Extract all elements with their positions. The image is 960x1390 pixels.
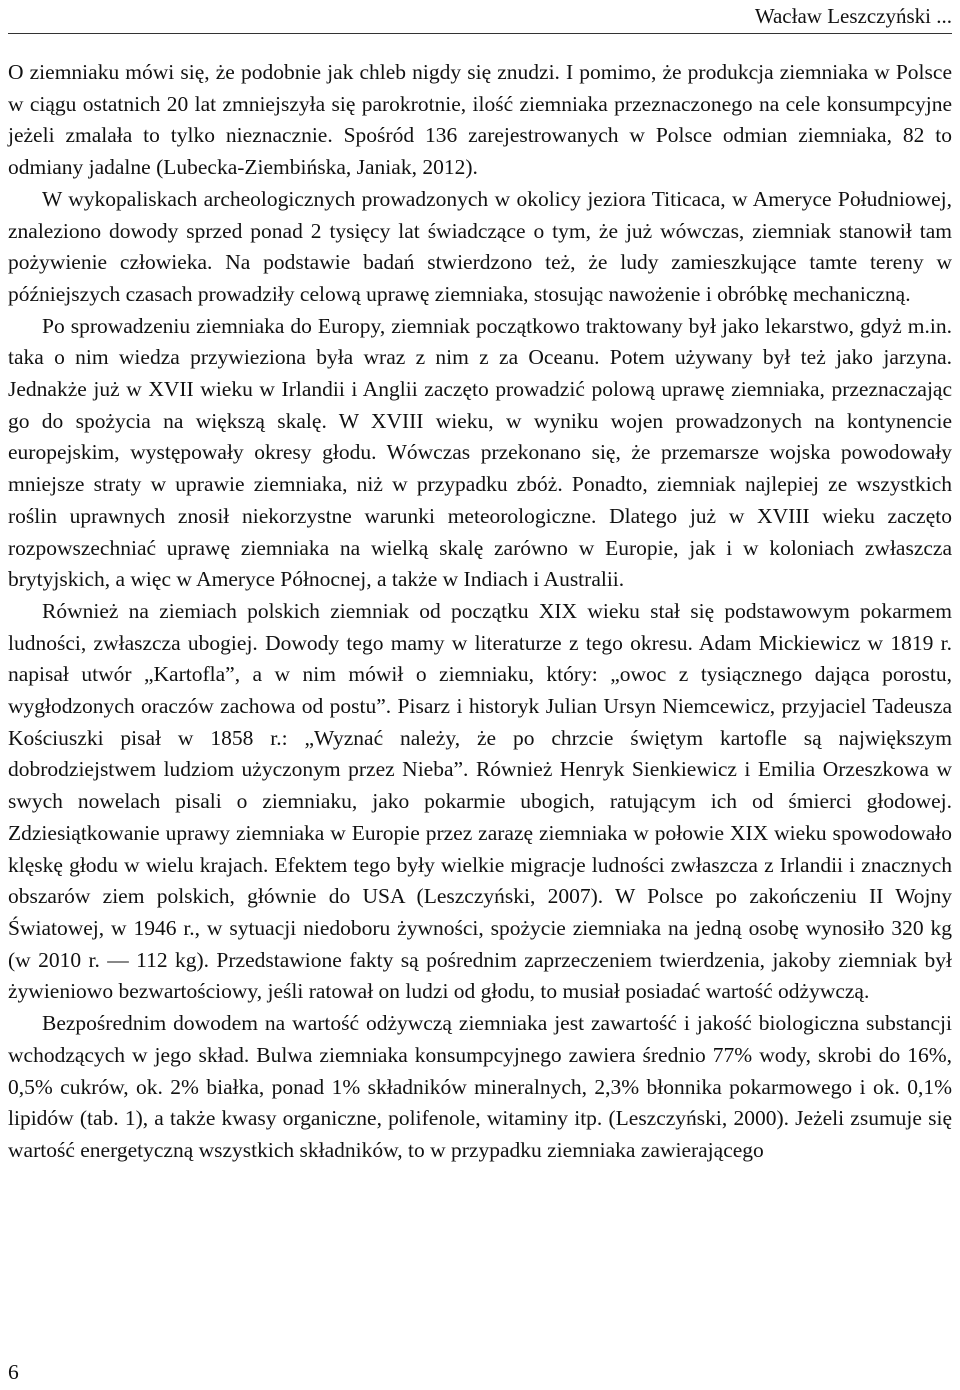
body-text	[8, 57, 952, 1167]
paragraph-5: Bezpośrednim dowodem na wartość odżywczą ziemniaka jest zawartość i jakość biologiczna substancji wchodzących w jego skład. Bulwa ziemniaka konsumpcyjnego zawiera średnio 77% wody, skrobi do 16%, 0,5% cukrów, ok. 2% białka, ponad 1% składników mineralnych, 2,3% błonnika pokarmowego i ok. 0,1% lipidów (tab. 1), a także kwasy organiczne, polifenole, witaminy itp. (Leszczyński, 2000). Jeżeli zsumuje się wartość energetyczną wszystkich składników, to w przypadku ziemniaka zawierającego	[8, 1011, 952, 1162]
page-number: 6	[8, 1360, 19, 1384]
running-header: Wacław Leszczyński ...	[754, 4, 952, 28]
paragraph-2: W wykopaliskach archeologicznych prowadzonych w okolicy jeziora Titicaca, w Ameryce Południowej, znaleziono dowody sprzed ponad 2 tysięcy lat świadczące o tym, że już wówczas, ziemniak stanowił tam pożywienie człowieka. Na podstawie badań stwierdzono też, że ludy zamieszkujące tamte tereny w późniejszych czasach prowadziły celową uprawę ziemniaka, stosując nawożenie i obróbkę mechaniczną.	[8, 186, 952, 306]
paragraph-4: Również na ziemiach polskich ziemniak od początku XIX wieku stał się podstawowym pokarmem ludności, zwłaszcza ubogiej. Dowody tego mamy w literaturze z tego okresu. Adam Mickiewicz w 1819 r. napisał utwór „Kartofla”, a w nim mówił o ziemniaku, który: „owoc z tysiącznego dająca porostu, wygłodzonych oraczów zachowa od postu”. Pisarz i historyk Julian Ursyn Niemcewicz, przyjaciel Tadeusza Kościuszki pisał w 1858 r.: „Wyznać należy, że po chrzcie świętym kartofle są największym dobrodziejstwem ludziom użyczonym przez Nieba”. Również Henryk Sienkiewicz i Emilia Orzeszkowa w swych nowelach pisali o ziemniaku, jako pokarmie ubogich, ratującym ich od śmierci głodowej. Zdziesiątkowanie uprawy ziemniaka w Europie przez zarazę ziemniaka w połowie XIX wieku spowodowało klęskę głodu w wielu krajach. Efektem tego były wielkie migracje ludności zwłaszcza z Irlandii i znacznych obszarów ziem polskich, głównie do USA (Leszczyński, 2007). W Polsce po zakończeniu II Wojny Światowej, w 1946 r., w sytuacji niedoboru żywności, spożycie ziemniaka na jedną osobę wynosiło 320 kg (w 2010 r. — 112 kg). Przedstawione fakty są pośrednim zaprzeczeniem twierdzenia, jakoby ziemniak był żywieniowo bezwartościowy, jeśli ratował on ludzi od głodu, to musiał posiadać wartość odżywczą.	[8, 598, 952, 1004]
paragraph-1: O ziemniaku mówi się, że podobnie jak chleb nigdy się znudzi. I pomimo, że produkcja ziemniaka w Polsce w ciągu ostatnich 20 lat zmniejszyła się parokrotnie, ilość ziemniaka przeznaczonego na cele konsumpcyjne jeżeli zmalała to tylko nieznacznie. Spośród 136 zarejestrowanych w Polsce odmian ziemniaka, 82 to odmiany jadalne (Lubecka-Ziembińska, Janiak, 2012).	[8, 60, 952, 180]
header-rule	[8, 33, 952, 34]
paragraph-3: Po sprowadzeniu ziemniaka do Europy, ziemniak początkowo traktowany był jako lekarstwo, gdyż m.in. taka o nim wiedza przywieziona była wraz z nim z za Oceanu. Potem używany był też jako jarzyna. Jednakże już w XVII wieku w Irlandii i Anglii zaczęto prowadzić polową uprawę ziemniaka, przeznaczając go do spożycia na większą skalę. W XVIII wieku, w wyniku wojen prowadzonych na kontynencie europejskim, występowały okresy głodu. Wówczas przekonano się, że przemarsze wojska powodowały mniejsze straty w uprawie ziemniaka, niż w przypadku zbóż. Ponadto, ziemniak najlepiej ze wszystkich roślin uprawnych znosił niekorzystne warunki meteorologiczne. Dlatego już w XVIII wieku zaczęto rozpowszechniać uprawę ziemniaka na wielką skalę zarówno w Europie, jak i w koloniach zwłaszcza brytyjskich, a więc w Ameryce Północnej, a także w Indiach i Australii.	[8, 313, 952, 592]
